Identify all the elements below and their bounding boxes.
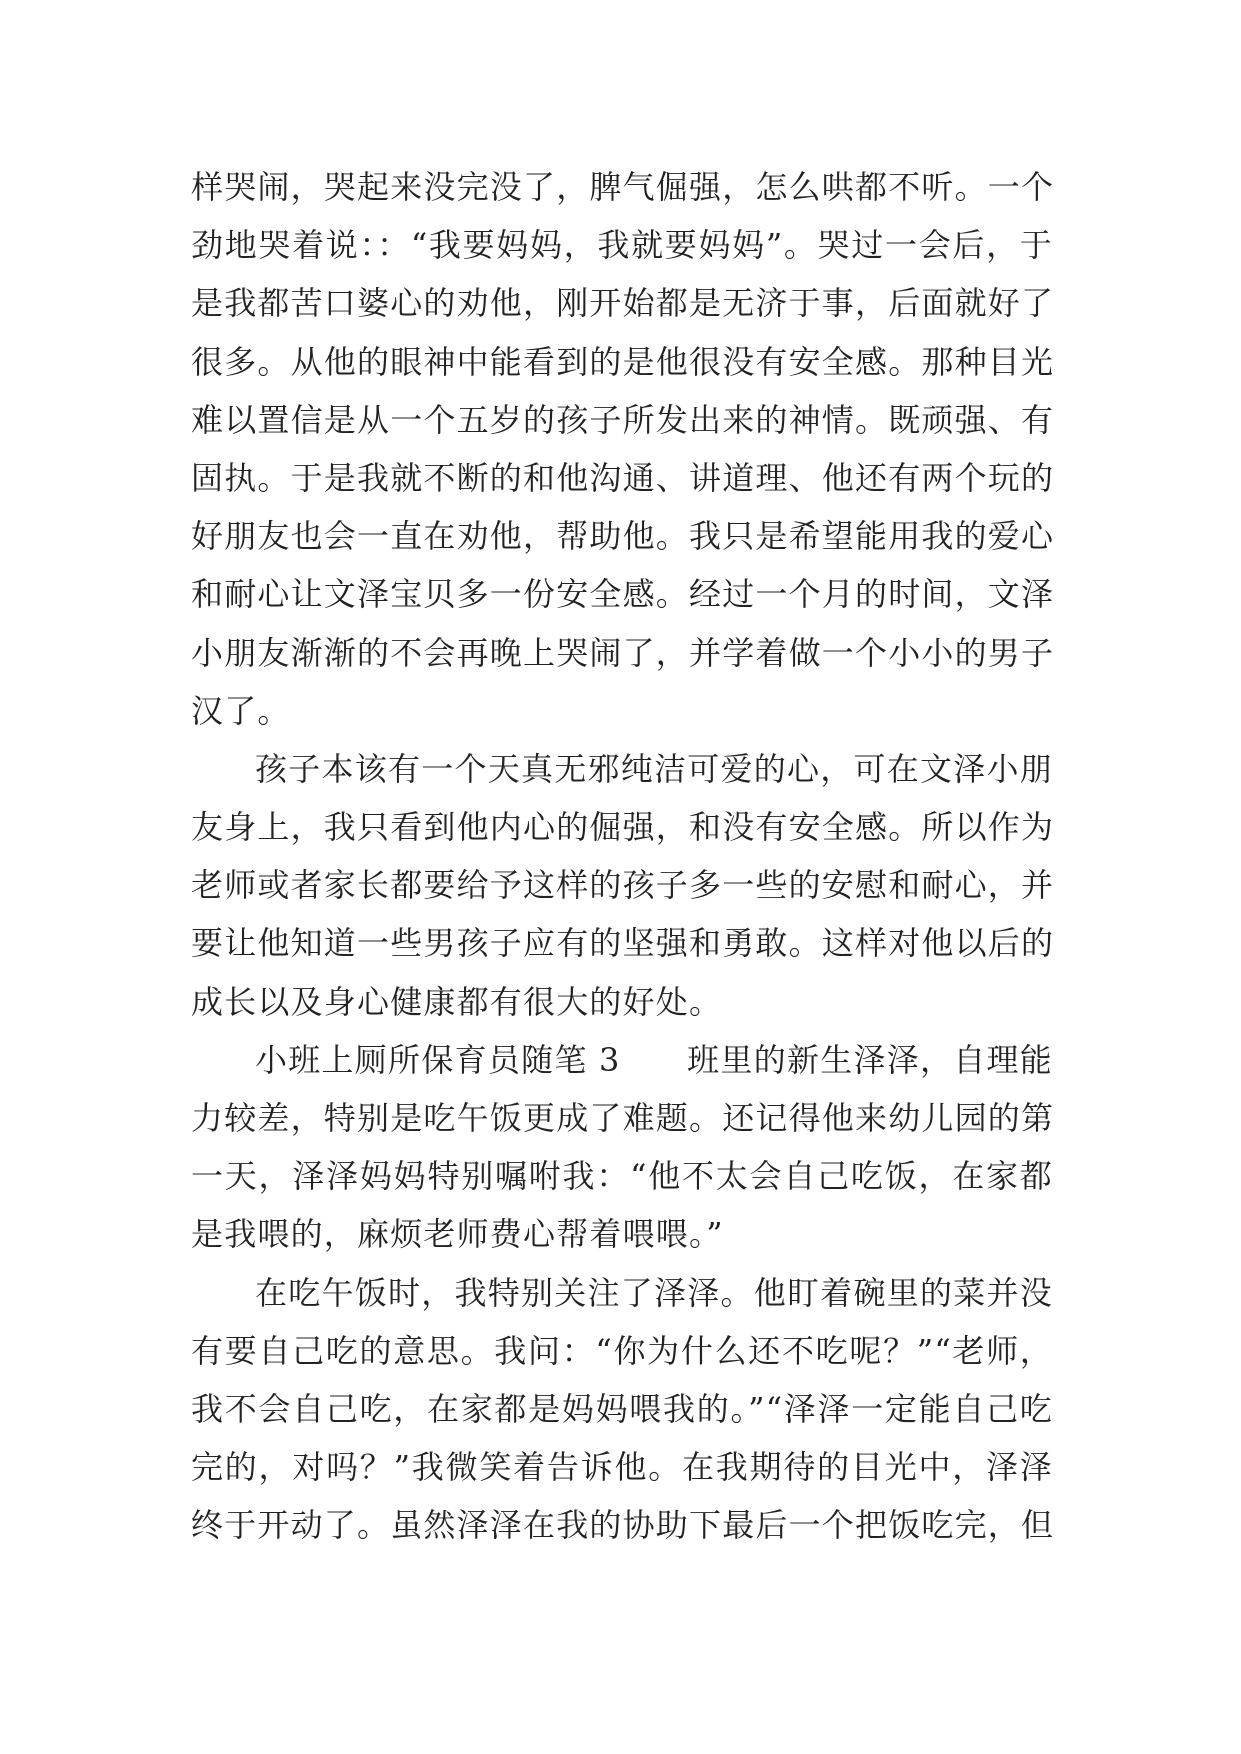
text-line: 友身上，我只看到他内心的倔强，和没有安全感。所以作为 [191, 808, 1055, 847]
text-line: 很多。从他的眼神中能看到的是他很没有安全感。那种目光 [191, 342, 1055, 381]
text-line: 老师或者家长都要给予这样的孩子多一些的安慰和耐心，并 [191, 866, 1055, 905]
text-line: 终于开动了。虽然泽泽在我的协助下最后一个把饭吃完，但 [191, 1506, 1055, 1545]
text-line: 要让他知道一些男孩子应有的坚强和勇敢。这样对他以后的 [191, 924, 1055, 963]
text-line: 是我喂的，麻烦老师费心帮着喂喂。” [191, 1215, 724, 1254]
text-line: 小朋友渐渐的不会再晚上哭闹了，并学着做一个小小的男子 [191, 633, 1055, 672]
text-line: 是我都苦口婆心的劝他，刚开始都是无济于事，后面就好了 [191, 284, 1055, 323]
text-line: 汉了。 [191, 691, 291, 730]
paragraph-start-line: 小班上厕所保育员随笔 3 班里的新生泽泽，自理能 [255, 1040, 1053, 1079]
text-line: 有要自己吃的意思。我问：“你为什么还不吃呢？”“老师， [191, 1331, 1053, 1370]
text-line: 成长以及身心健康都有很大的好处。 [191, 982, 723, 1021]
body-text [191, 158, 1053, 1555]
text-line: 难以置信是从一个五岁的孩子所发出来的神情。既顽强、有 [191, 400, 1055, 439]
text-line: 力较差，特别是吃午饭更成了难题。还记得他来幼儿园的第 [191, 1099, 1055, 1137]
paragraph-start-line: 孩子本该有一个天真无邪纯洁可爱的心，可在文泽小朋 [255, 749, 1053, 788]
text-line: 劲地哭着说：：“我要妈妈，我就要妈妈”。哭过一会后，于 [191, 226, 1053, 265]
text-line: 我不会自己吃，在家都是妈妈喂我的。”“泽泽一定能自己吃 [191, 1389, 1053, 1428]
text-line: 和耐心让文泽宝贝多一份安全感。经过一个月的时间，文泽 [191, 575, 1055, 614]
text-line: 一天，泽泽妈妈特别嘱咐我：“他不太会自己吃饭，在家都 [191, 1157, 1053, 1196]
text-line: 样哭闹，哭起来没完没了，脾气倔强，怎么哄都不听。一个 [191, 168, 1055, 206]
text-line: 固执。于是我就不断的和他沟通、讲道理、他还有两个玩的 [191, 458, 1055, 497]
text-line: 完的，对吗？”我微笑着告诉他。在我期待的目光中，泽泽 [191, 1448, 1053, 1487]
text-line: 好朋友也会一直在劝他，帮助他。我只是希望能用我的爱心 [191, 517, 1055, 556]
paragraph-start-line: 在吃午饭时，我特别关注了泽泽。他盯着碗里的菜并没 [255, 1273, 1053, 1312]
